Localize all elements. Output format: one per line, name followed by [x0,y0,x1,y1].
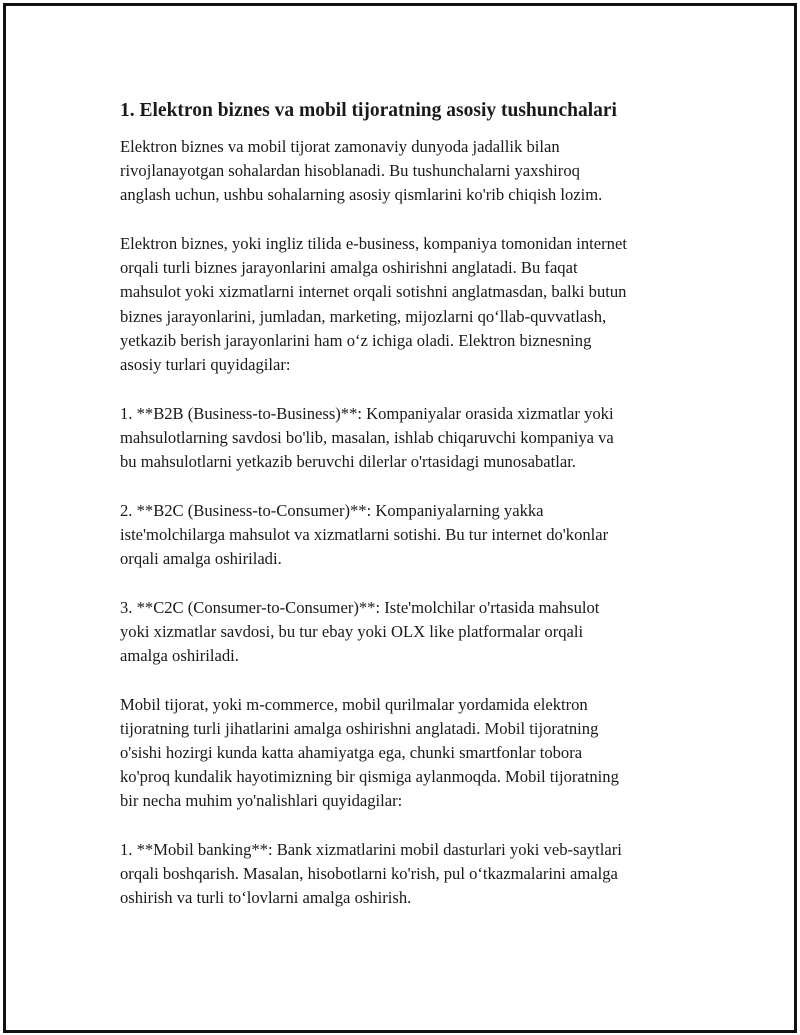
text-line: amalga oshiriladi. [120,646,239,666]
paragraph-intro [120,135,690,208]
text-line: orqali turli biznes jarayonlarini amalga oshirishni anglatadi. Bu faqat [120,258,578,278]
paragraph-m-commerce [120,693,690,814]
paragraph-c2c [120,596,690,669]
text-line: anglash uchun, ushbu sohalarning asosiy qismlarini ko'rib chiqish lozim. [120,185,603,205]
text-line: biznes jarayonlarini, jumladan, marketing, mijozlarni qoʻllab-quvvatlash, [120,306,607,326]
text-line: yoki xizmatlar savdosi, bu tur ebay yoki OLX like platformalar orqali [120,621,584,641]
text-line: Elektron biznes va mobil tijorat zamonaviy dunyoda jadallik bilan [120,137,560,156]
page-title: 1. Elektron biznes va mobil tijoratning asosiy tushunchalari [120,100,617,121]
text-line: mahsulotlarning savdosi bo'lib, masalan, ishlab chiqaruvchi kompaniya va [120,427,614,447]
text-line: bir necha muhim yo'nalishlari quyidagilar: [120,791,403,811]
text-line: mahsulot yoki xizmatlarni internet orqali sotishni anglatmasdan, balki butun [120,282,627,302]
paragraph-e-business [120,232,690,377]
text-line: 1. **B2B (Business-to-Business)**: Kompaniyalar orasida xizmatlar yoki [120,403,614,423]
text-line: asosiy turlari quyidagilar: [120,355,291,375]
text-line: yetkazib berish jarayonlarini ham oʻz ichiga oladi. Elektron biznesning [120,330,592,350]
text-line: iste'molchilarga mahsulot va xizmatlarni sotishi. Bu tur internet do'konlar [120,524,609,544]
document-body [120,98,690,935]
paragraph-mobile-banking [120,838,690,911]
text-line: Elektron biznes, yoki ingliz tilida e-business, kompaniya tomonidan internet [120,234,627,253]
text-line: rivojlanayotgan sohalardan hisoblanadi. Bu tushunchalarni yaxshiroq [120,161,580,181]
text-line: ko'proq kundalik hayotimizning bir qismiga aylanmoqda. Mobil tijoratning [120,767,619,787]
text-line: o'sishi hozirgi kunda katta ahamiyatga ega, chunki smartfonlar tobora [120,743,583,763]
paragraph-b2c [120,499,690,572]
text-line: 3. **C2C (Consumer-to-Consumer)**: Iste'molchilar o'rtasida mahsulot [120,597,600,617]
text-line: 2. **B2C (Business-to-Consumer)**: Kompaniyalarning yakka [120,500,544,520]
text-line: 1. **Mobil banking**: Bank xizmatlarini mobil dasturlari yoki veb-saytlari [120,840,622,860]
text-line: orqali boshqarish. Masalan, hisobotlarni ko'rish, pul oʻtkazmalarini amalga [120,864,618,884]
text-line: Mobil tijorat, yoki m-commerce, mobil qurilmalar yordamida elektron [120,694,588,714]
page-frame [3,3,797,1033]
text-line: oshirish va turli toʻlovlarni amalga oshirish. [120,888,412,908]
text-line: tijoratning turli jihatlarini amalga oshirishni anglatadi. Mobil tijoratning [120,718,599,738]
paragraph-b2b [120,402,690,475]
text-line: bu mahsulotlarni yetkazib beruvchi dilerlar o'rtasidagi munosabatlar. [120,452,576,472]
text-line: orqali amalga oshiriladi. [120,549,282,569]
